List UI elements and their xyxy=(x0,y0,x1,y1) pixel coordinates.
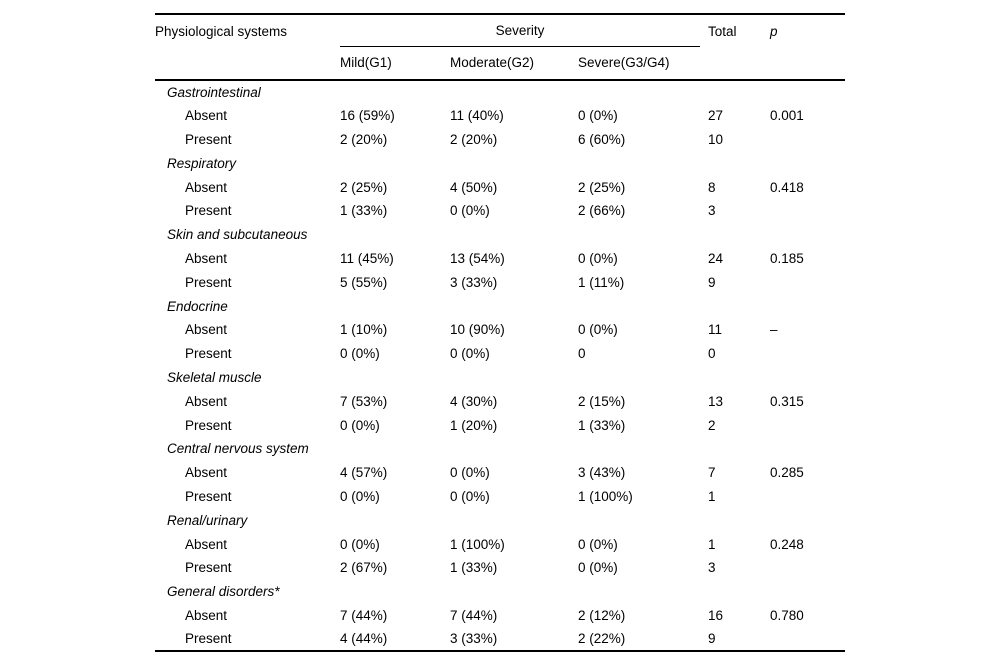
cell-moderate: 4 (50%) xyxy=(450,179,498,195)
cell-moderate: 0 (0%) xyxy=(450,203,490,219)
table-header xyxy=(155,14,845,80)
cell-severe: 2 (66%) xyxy=(578,203,626,219)
group-name: Skeletal muscle xyxy=(167,369,262,385)
cell-moderate: 1 (20%) xyxy=(450,417,498,433)
cell-severe: 0 (0%) xyxy=(578,322,618,338)
cell-severe: 0 (0%) xyxy=(578,250,618,266)
cell-p xyxy=(762,413,845,437)
cell-label: Absent xyxy=(185,607,228,623)
cell-p: 0.285 xyxy=(770,465,804,481)
table-row xyxy=(155,175,845,199)
cell-severe: 0 (0%) xyxy=(578,560,618,576)
header-moderate: Moderate(G2) xyxy=(450,46,578,80)
cell-mild: 2 (20%) xyxy=(340,131,388,147)
cell-moderate: 1 (100%) xyxy=(450,536,505,552)
cell-p xyxy=(762,199,845,223)
group-header-row xyxy=(155,294,845,318)
cell-mild: 0 (0%) xyxy=(340,536,380,552)
cell-p xyxy=(762,627,845,651)
table-row xyxy=(155,461,845,485)
cell-label: Present xyxy=(185,417,232,433)
cell-severe: 0 (0%) xyxy=(578,108,618,124)
cell-moderate: 1 (33%) xyxy=(450,560,498,576)
table-body xyxy=(155,80,845,651)
cell-p: 0.315 xyxy=(770,393,804,409)
cell-moderate: 3 (33%) xyxy=(450,274,498,290)
cell-label: Present xyxy=(185,560,232,576)
group-name: Gastrointestinal xyxy=(167,84,261,100)
group-name: Endocrine xyxy=(167,298,228,314)
physiological-systems-table xyxy=(155,13,845,652)
cell-total: 1 xyxy=(708,488,716,504)
table-row xyxy=(155,199,845,223)
cell-p: 0.185 xyxy=(770,250,804,266)
header-severe: Severe(G3/G4) xyxy=(578,46,700,80)
cell-mild: 0 (0%) xyxy=(340,417,380,433)
cell-severe: 2 (22%) xyxy=(578,631,626,647)
table-row xyxy=(155,270,845,294)
table-row xyxy=(155,104,845,128)
cell-severe: 1 (11%) xyxy=(578,274,625,290)
cell-label: Present xyxy=(185,203,232,219)
cell-total: 1 xyxy=(708,536,716,552)
cell-total: 0 xyxy=(708,346,716,362)
cell-total: 2 xyxy=(708,417,716,433)
cell-label: Present xyxy=(185,488,232,504)
cell-p xyxy=(762,342,845,366)
cell-mild: 0 (0%) xyxy=(340,488,380,504)
group-header-row xyxy=(155,223,845,247)
cell-label: Absent xyxy=(185,322,228,338)
cell-mild: 5 (55%) xyxy=(340,274,388,290)
group-header-row xyxy=(155,366,845,390)
cell-moderate: 2 (20%) xyxy=(450,131,498,147)
cell-mild: 1 (33%) xyxy=(340,203,388,219)
table-row xyxy=(155,532,845,556)
cell-severe: 1 (100%) xyxy=(578,488,633,504)
cell-total: 11 xyxy=(708,322,723,338)
cell-p: – xyxy=(770,322,778,338)
cell-total: 16 xyxy=(708,607,724,623)
cell-label: Present xyxy=(185,131,232,147)
cell-total: 3 xyxy=(708,560,716,576)
cell-p xyxy=(762,270,845,294)
cell-p: 0.780 xyxy=(770,607,804,623)
header-severity: Severity xyxy=(340,14,700,46)
table-row xyxy=(155,389,845,413)
cell-total: 10 xyxy=(708,131,724,147)
cell-moderate: 0 (0%) xyxy=(450,488,490,504)
cell-label: Present xyxy=(185,274,232,290)
cell-p xyxy=(762,128,845,152)
cell-moderate: 0 (0%) xyxy=(450,465,490,481)
cell-mild: 4 (57%) xyxy=(340,465,388,481)
cell-moderate: 11 (40%) xyxy=(450,108,504,124)
group-name: Renal/urinary xyxy=(167,512,248,528)
table-row xyxy=(155,485,845,509)
cell-severe: 2 (15%) xyxy=(578,393,626,409)
cell-label: Absent xyxy=(185,108,228,124)
group-name: General disorders* xyxy=(167,584,280,600)
cell-moderate: 13 (54%) xyxy=(450,250,505,266)
cell-p: 0.418 xyxy=(770,179,804,195)
table-row xyxy=(155,247,845,271)
table-row xyxy=(155,342,845,366)
cell-severe: 0 xyxy=(578,346,586,362)
cell-mild: 7 (53%) xyxy=(340,393,388,409)
group-name: Central nervous system xyxy=(167,441,309,457)
table-row xyxy=(155,604,845,628)
group-name: Respiratory xyxy=(167,155,237,171)
cell-moderate: 3 (33%) xyxy=(450,631,498,647)
cell-mild: 1 (10%) xyxy=(340,322,388,338)
group-header-row xyxy=(155,508,845,532)
cell-total: 9 xyxy=(708,631,716,647)
cell-label: Absent xyxy=(185,536,228,552)
cell-label: Present xyxy=(185,631,232,647)
cell-label: Present xyxy=(185,346,232,362)
table-row xyxy=(155,627,845,651)
cell-total: 7 xyxy=(708,465,716,481)
cell-severe: 0 (0%) xyxy=(578,536,618,552)
cell-total: 27 xyxy=(708,108,724,124)
cell-total: 8 xyxy=(708,179,716,195)
group-header-row xyxy=(155,580,845,604)
cell-moderate: 4 (30%) xyxy=(450,393,498,409)
cell-label: Absent xyxy=(185,179,228,195)
cell-moderate: 10 (90%) xyxy=(450,322,505,338)
cell-mild: 7 (44%) xyxy=(340,607,388,623)
cell-mild: 0 (0%) xyxy=(340,346,380,362)
cell-mild: 4 (44%) xyxy=(340,631,388,647)
cell-severe: 2 (25%) xyxy=(578,179,626,195)
group-name: Skin and subcutaneous xyxy=(167,227,308,243)
header-physiological-systems: Physiological systems xyxy=(155,14,340,80)
cell-total: 3 xyxy=(708,203,716,219)
cell-mild: 11 (45%) xyxy=(340,250,394,266)
table-row xyxy=(155,128,845,152)
cell-label: Absent xyxy=(185,465,228,481)
header-mild: Mild(G1) xyxy=(340,46,450,80)
cell-severe: 1 (33%) xyxy=(578,417,626,433)
table-row xyxy=(155,318,845,342)
cell-total: 13 xyxy=(708,393,724,409)
cell-severe: 2 (12%) xyxy=(578,607,626,623)
table-row xyxy=(155,556,845,580)
cell-p: 0.248 xyxy=(770,536,804,552)
group-header-row xyxy=(155,437,845,461)
header-p: p xyxy=(762,14,845,80)
cell-mild: 2 (67%) xyxy=(340,560,388,576)
cell-p: 0.001 xyxy=(770,108,804,124)
cell-mild: 16 (59%) xyxy=(340,108,395,124)
cell-p xyxy=(762,485,845,509)
cell-label: Absent xyxy=(185,393,228,409)
cell-total: 9 xyxy=(708,274,716,290)
group-header-row xyxy=(155,80,845,104)
cell-severe: 6 (60%) xyxy=(578,131,626,147)
cell-mild: 2 (25%) xyxy=(340,179,388,195)
header-row-1 xyxy=(155,14,845,46)
header-total: Total xyxy=(700,14,762,80)
cell-moderate: 7 (44%) xyxy=(450,607,498,623)
cell-moderate: 0 (0%) xyxy=(450,346,490,362)
cell-label: Absent xyxy=(185,250,228,266)
table-row xyxy=(155,413,845,437)
group-header-row xyxy=(155,151,845,175)
cell-severe: 3 (43%) xyxy=(578,465,626,481)
cell-p xyxy=(762,556,845,580)
cell-total: 24 xyxy=(708,250,724,266)
